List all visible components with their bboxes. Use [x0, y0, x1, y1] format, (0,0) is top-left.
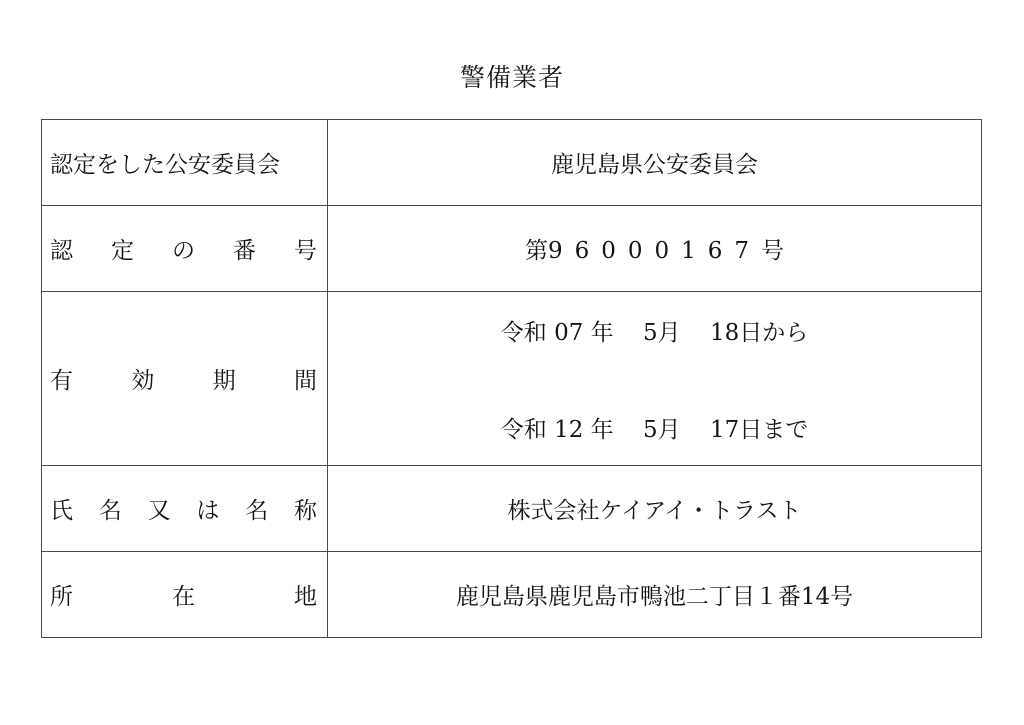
row-address — [42, 552, 982, 638]
certification-number-label — [42, 232, 327, 265]
end-day-suffix: 日まで — [739, 416, 809, 443]
address-label — [42, 578, 327, 611]
label-char: 地 — [294, 584, 317, 610]
label-char: の — [172, 238, 195, 264]
row-certification-number — [42, 206, 982, 292]
label-char: 定 — [111, 238, 134, 264]
row-name — [42, 466, 982, 552]
start-day: 18 — [709, 319, 740, 346]
value-cell — [328, 120, 982, 206]
start-year-unit: 年 — [590, 319, 614, 346]
company-name-value: 株式会社ケイアイ・トラスト — [507, 498, 802, 524]
end-year-unit: 年 — [590, 416, 614, 443]
address-value: 鹿児島県鹿児島市鴨池二丁目１番14号 — [455, 584, 854, 610]
label-char: 所 — [50, 584, 73, 610]
label-char: 名 — [98, 498, 122, 524]
end-year: 12 — [554, 416, 584, 443]
validity-period-label — [42, 362, 327, 395]
row-validity-period — [42, 292, 982, 466]
period-end — [501, 411, 808, 444]
value-cell — [328, 466, 982, 552]
end-day: 17 — [709, 416, 740, 443]
label-cell — [42, 120, 328, 206]
certification-number: 96000167 — [547, 238, 762, 264]
label-cell — [42, 466, 328, 552]
start-day-suffix: 日から — [739, 319, 809, 346]
commission-label: 認定をした公安委員会 — [50, 152, 280, 178]
label-char: 認 — [50, 238, 73, 264]
label-char: 間 — [293, 368, 317, 394]
label-char: 号 — [294, 238, 317, 264]
value-cell — [328, 292, 982, 466]
label-char: 有 — [50, 368, 73, 394]
label-cell — [42, 292, 328, 466]
validity-period-value — [328, 314, 981, 444]
end-month: 5月 — [642, 416, 681, 443]
label-char: は — [196, 498, 220, 524]
start-era: 令和 — [500, 319, 547, 346]
label-char: 効 — [131, 368, 155, 394]
label-char: 番 — [233, 238, 256, 264]
label-char: 在 — [172, 584, 195, 610]
value-cell — [328, 552, 982, 638]
label-cell — [42, 206, 328, 292]
number-suffix: 号 — [761, 238, 785, 264]
certification-table — [41, 119, 982, 638]
end-era: 令和 — [500, 416, 547, 443]
row-commission — [42, 120, 982, 206]
number-prefix: 第 — [524, 238, 548, 264]
label-char: 又 — [147, 498, 171, 524]
name-label — [42, 492, 327, 525]
label-char: 称 — [293, 498, 317, 524]
commission-value: 鹿児島県公安委員会 — [551, 152, 758, 178]
period-start — [501, 314, 808, 347]
label-cell — [42, 552, 328, 638]
label-char: 氏 — [50, 498, 73, 524]
label-char: 名 — [245, 498, 269, 524]
start-year: 07 — [554, 319, 584, 346]
start-month: 5月 — [642, 319, 681, 346]
value-cell — [328, 206, 982, 292]
label-char: 期 — [212, 368, 236, 394]
certification-number-value — [328, 232, 981, 265]
document-title: 警備業者 — [459, 63, 564, 92]
